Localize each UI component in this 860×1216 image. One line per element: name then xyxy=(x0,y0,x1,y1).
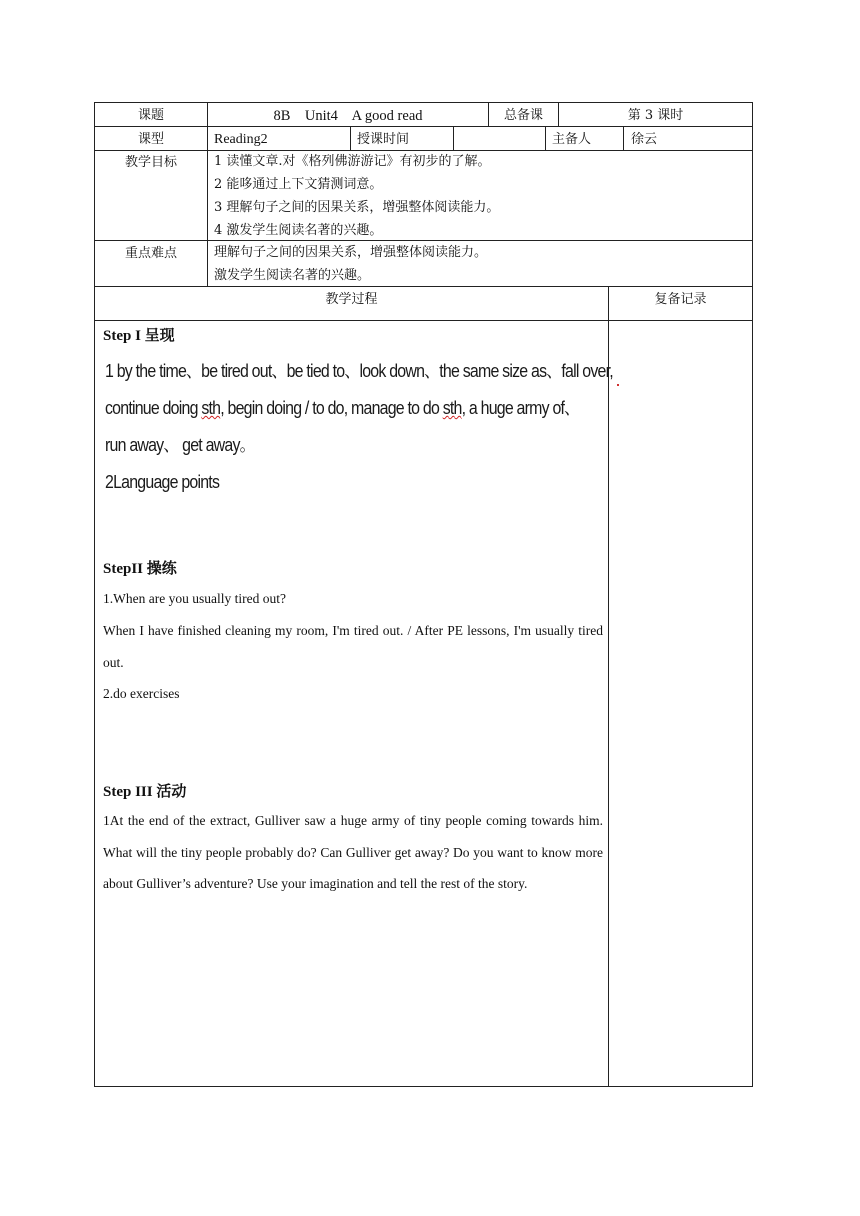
objective-item: 2 能哆通过上下文猜测词意。 xyxy=(214,177,383,192)
objective-item: 1 读懂文章.对《格列佛游游记》有初步的了解。 xyxy=(214,154,491,169)
table-border xyxy=(545,126,546,150)
step1-line: 2Language points xyxy=(105,471,220,492)
table-border xyxy=(94,102,753,103)
step3-paragraph: 1At the end of the extract, Gulliver saw a huge army of tiny people coming towards him. What will the tiny people probably do? Can Gulliver get away? Do you want to know more about Gulliver’s adventure? Use your imagination and tell the rest of the story. xyxy=(103,813,603,891)
table-border xyxy=(350,126,351,150)
process-label: 教学过程 xyxy=(325,292,378,307)
table-border xyxy=(94,286,753,287)
step1-title: Step I 呈现 xyxy=(103,328,175,344)
table-border xyxy=(94,320,753,321)
table-border xyxy=(453,126,454,150)
table-border xyxy=(608,286,609,1086)
table-border xyxy=(94,1086,753,1087)
lesson-value: 第 3 课时 xyxy=(627,108,684,123)
review-label: 复备记录 xyxy=(654,292,707,307)
step3-title: Step III 活动 xyxy=(103,784,187,800)
time-label: 授课时间 xyxy=(357,132,410,147)
objectives-label: 教学目标 xyxy=(124,155,177,170)
step2-item: 2.do exercises xyxy=(103,686,180,701)
type-label: 课型 xyxy=(137,132,164,147)
table-border xyxy=(207,102,208,286)
key-point-item: 理解句子之间的因果关系，增强整体阅读能力。 xyxy=(214,245,488,260)
table-border xyxy=(623,126,624,150)
step1-line: 1 by the time、be tired out、be tied to、look down、the same size as、fall over, xyxy=(105,360,613,381)
step1-line: run away、 get away。 xyxy=(105,434,255,455)
step2-title: StepII 操练 xyxy=(103,561,177,577)
topic-label: 课题 xyxy=(137,108,164,123)
table-border xyxy=(752,102,753,1087)
total-label: 总备课 xyxy=(503,108,543,123)
key-points-label: 重点难点 xyxy=(124,246,177,261)
step1-line: continue doing sth, begin doing / to do, manage to do sth, a huge army of、 xyxy=(105,397,580,418)
stray-mark xyxy=(617,384,619,386)
objective-item: 4 激发学生阅读名著的兴趣。 xyxy=(214,223,383,238)
key-point-item: 激发学生阅读名著的兴趣。 xyxy=(214,268,371,283)
preparer-value: 徐云 xyxy=(631,132,658,147)
step2-question: 1.When are you usually tired out? xyxy=(103,591,286,606)
objective-item: 3 理解句子之间的因果关系，增强整体阅读能力。 xyxy=(214,200,500,215)
topic-value: 8B Unit4 A good read xyxy=(273,108,423,124)
type-value: Reading2 xyxy=(214,132,268,147)
step2-answer: When I have finished cleaning my room, I'm tired out. / After PE lessons, I'm usually tired out. xyxy=(103,623,603,670)
preparer-label: 主备人 xyxy=(552,132,592,147)
table-border xyxy=(94,126,753,127)
